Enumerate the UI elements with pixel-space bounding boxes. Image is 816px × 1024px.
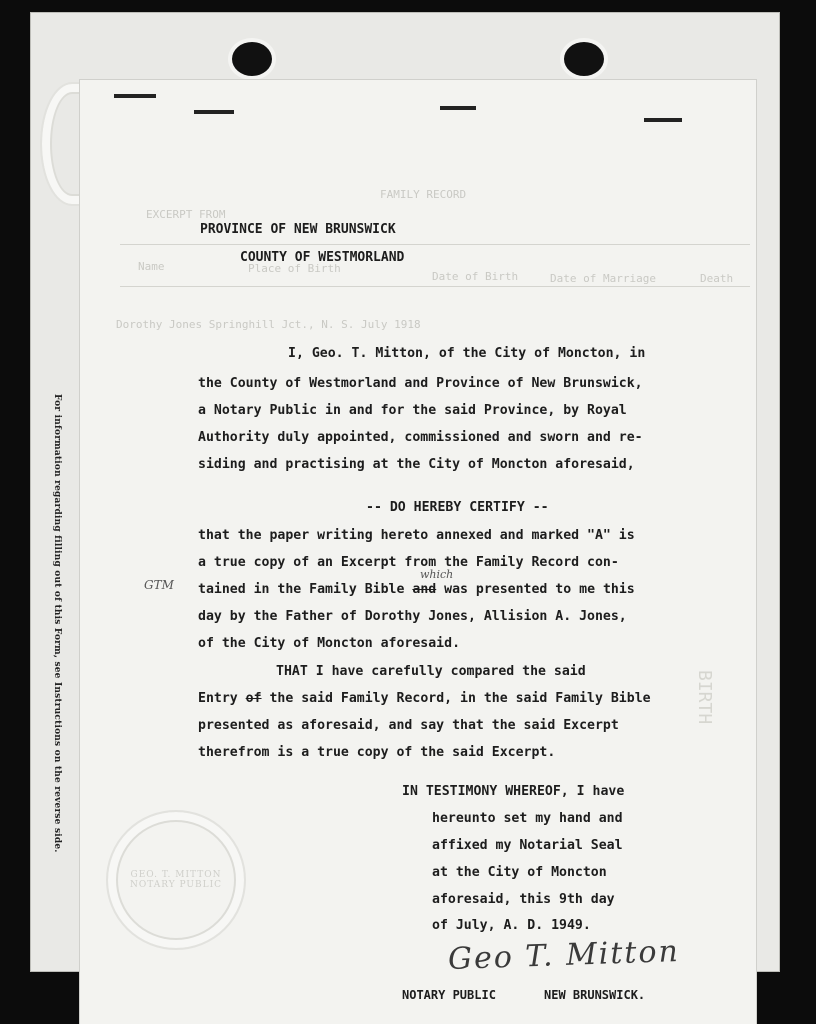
staple-mark xyxy=(440,106,476,110)
testimony-line: aforesaid, this 9th day xyxy=(432,892,615,907)
para1-line: Authority duly appointed, commissioned and sworn and re- xyxy=(198,430,643,445)
faint-excerpt-from: EXCERPT FROM xyxy=(146,208,226,221)
faint-rule xyxy=(120,244,750,245)
faint-back-stamp: BIRTH xyxy=(694,670,715,725)
para2-line: day by the Father of Dorothy Jones, Allision A. Jones, xyxy=(198,609,627,624)
county-heading: COUNTY OF WESTMORLAND xyxy=(240,250,405,265)
staple-mark xyxy=(644,118,682,122)
province-label: NEW BRUNSWICK. xyxy=(544,988,646,1002)
faint-rule xyxy=(120,286,750,287)
para2-line-part: tained in the Family Bible xyxy=(198,582,405,597)
side-instruction-note: For information regarding filling out of this Form, see Instructions on the reverse side. xyxy=(52,394,62,853)
notarial-seal-text: GEO. T. MITTON NOTARY PUBLIC xyxy=(129,870,223,890)
para2-line: a true copy of an Excerpt from the Family Record con- xyxy=(198,555,619,570)
notarial-seal xyxy=(106,810,246,950)
testimony-line: at the City of Moncton xyxy=(432,865,607,880)
para1-line: I, Geo. T. Mitton, of the City of Moncton, in xyxy=(288,346,646,361)
faint-col-death: Death xyxy=(700,272,734,285)
faint-form-title: FAMILY RECORD xyxy=(380,188,467,201)
certificate-page xyxy=(80,80,756,1024)
punch-hole-left xyxy=(228,38,276,80)
testimony-line: hereunto set my hand and xyxy=(432,811,623,826)
para1-line: siding and practising at the City of Moncton aforesaid, xyxy=(198,457,635,472)
notary-public-label: NOTARY PUBLIC xyxy=(402,988,496,1002)
para3-line xyxy=(276,664,586,679)
struck-word: of xyxy=(245,691,262,706)
para2-line: that the paper writing hereto annexed and marked "A" is xyxy=(198,528,635,543)
testimony-line: of July, A. D. 1949. xyxy=(432,918,591,933)
para1-line: the County of Westmorland and Province of New Brunswick, xyxy=(198,376,643,391)
handwritten-insertion: which xyxy=(420,568,454,581)
punch-hole-right xyxy=(560,38,608,80)
notary-signature: Geo T. Mitton xyxy=(447,933,681,978)
testimony-line: IN TESTIMONY WHEREOF, I have xyxy=(402,784,625,799)
staple-mark xyxy=(194,110,234,114)
certify-heading: -- DO HEREBY CERTIFY -- xyxy=(366,500,549,515)
para3-line xyxy=(198,691,651,706)
struck-word: and xyxy=(412,582,437,597)
faint-col-place: Place of Birth xyxy=(248,262,341,275)
para3-line-part: the said Family Record, in the said Family Bible xyxy=(261,691,651,706)
faint-record-row: Dorothy Jones Springhill Jct., N. S. July 1918 xyxy=(116,318,421,331)
para3-line: presented as aforesaid, and say that the said Excerpt xyxy=(198,718,619,733)
para1-line: a Notary Public in and for the said Province, by Royal xyxy=(198,403,627,418)
para3-line: therefrom is a true copy of the said Excerpt. xyxy=(198,745,556,760)
para2-line xyxy=(198,582,635,597)
para3-line-part: Entry xyxy=(198,691,246,706)
testimony-line: affixed my Notarial Seal xyxy=(432,838,623,853)
para2-line: of the City of Moncton aforesaid. xyxy=(198,636,461,651)
faint-col-name: Name xyxy=(138,260,165,273)
para3-that: THAT xyxy=(276,664,308,679)
para3-line-part: I have carefully compared the said xyxy=(307,664,586,679)
faint-col-date: Date of Birth xyxy=(432,270,519,283)
faint-col-marriage: Date of Marriage xyxy=(550,272,656,285)
margin-initials: GTM xyxy=(144,578,174,592)
province-heading: PROVINCE OF NEW BRUNSWICK xyxy=(200,222,396,237)
staple-mark xyxy=(114,94,156,98)
para2-line-part: was presented to me this xyxy=(436,582,635,597)
